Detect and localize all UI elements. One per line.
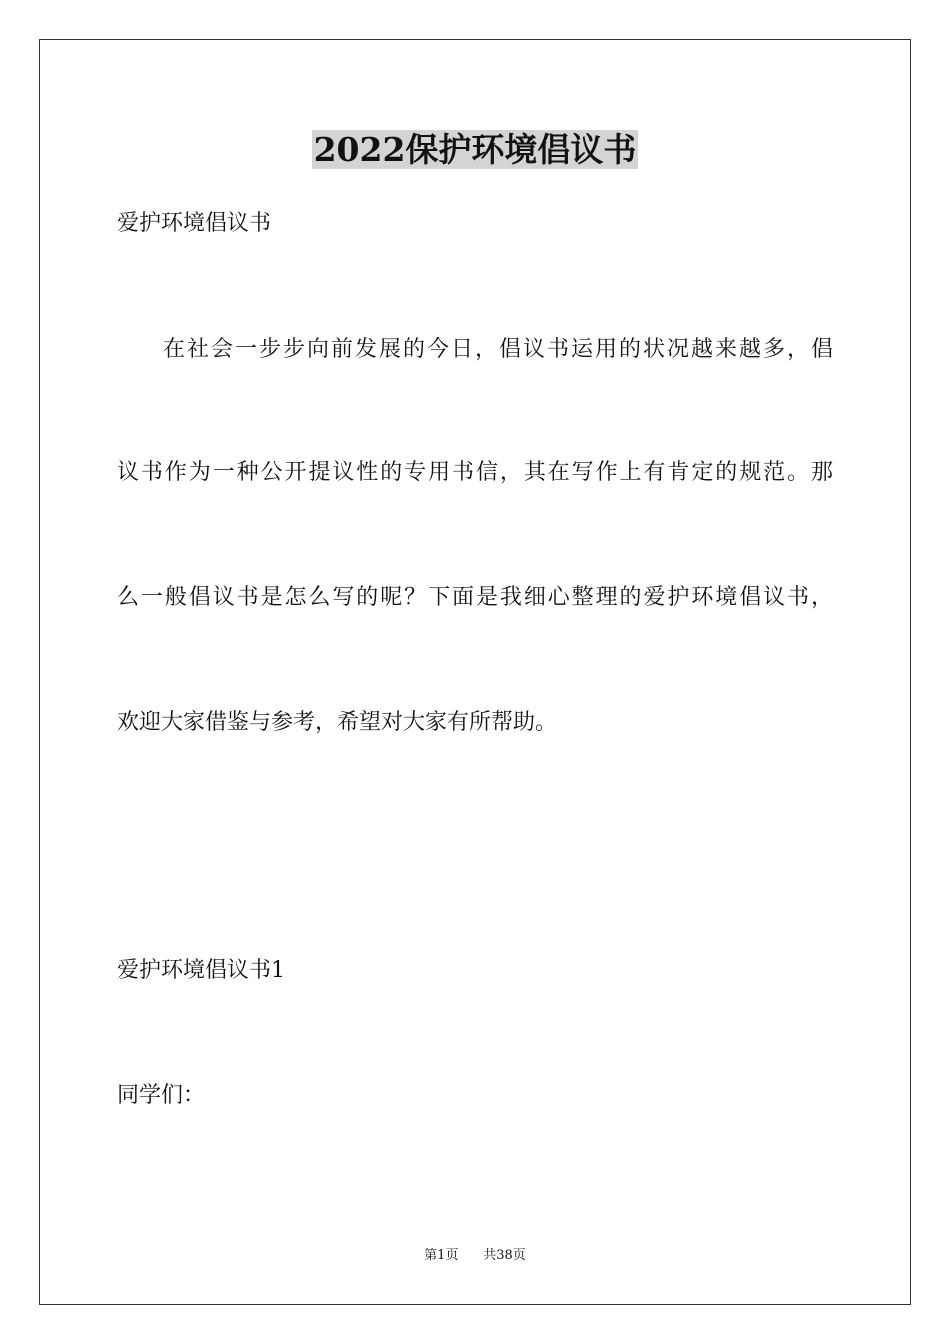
intro-line-4: 欢迎大家借鉴与参考，希望对大家有所帮助。 — [117, 710, 558, 735]
footer-page-number: 第1页 — [424, 1248, 459, 1263]
document-subtitle: 爱护环境倡议书 — [117, 211, 272, 236]
section-heading: 爱护环境倡议书1 — [117, 958, 285, 983]
intro-line-2: 议书作为一种公开提议性的专用书信，其在写作上有肯定的规范。那 — [117, 460, 833, 485]
footer-total-pages: 共38页 — [483, 1248, 526, 1263]
document-title — [0, 128, 950, 172]
intro-line-3: 么一般倡议书是怎么写的呢？下面是我细心整理的爱护环境倡议书， — [117, 585, 833, 610]
salutation: 同学们： — [117, 1083, 206, 1108]
intro-line-1: 在社会一步步向前发展的今日，倡议书运用的状况越来越多，倡 — [163, 337, 833, 362]
page-footer — [0, 1246, 950, 1266]
document-title-text: 2022保护环境倡议书 — [313, 130, 637, 169]
